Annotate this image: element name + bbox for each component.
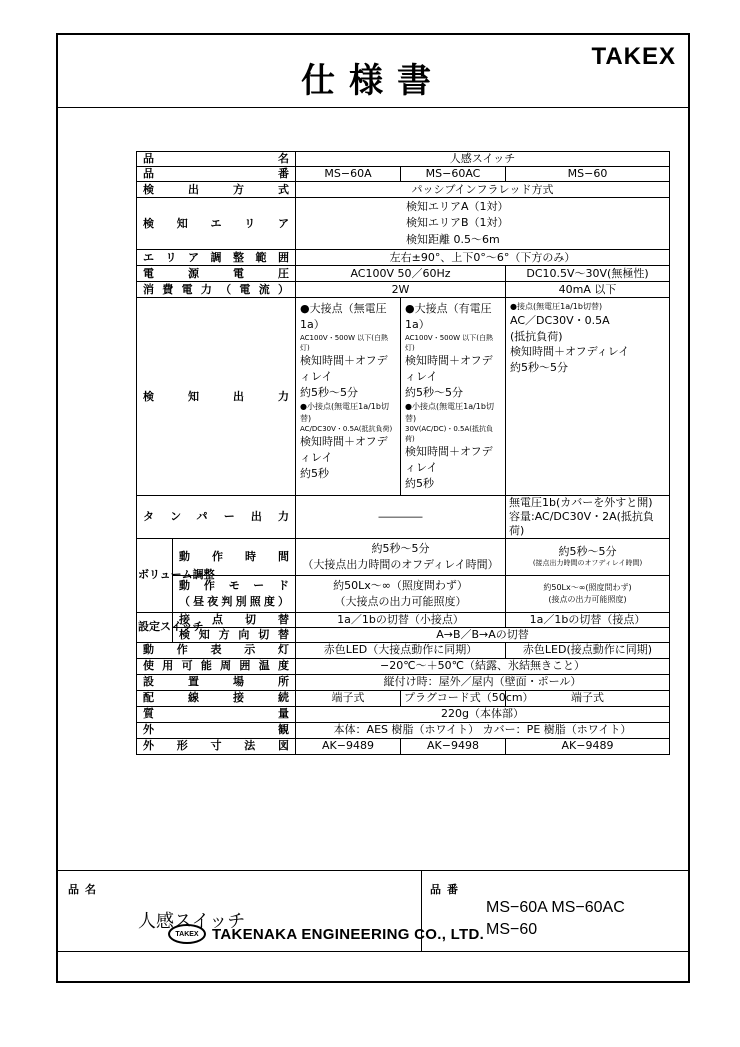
footer-name-value: 人感スイッチ [138, 911, 246, 932]
tamper-dc [506, 496, 670, 538]
label-output: 検知出力 [137, 298, 296, 496]
power-dc: DC10.5V〜30V(無極性) [506, 266, 670, 282]
dimensions-ac: AK−9498 [401, 738, 506, 754]
row-area-adjust [137, 250, 670, 266]
area-line-2: 検知エリアB（1対） [406, 216, 509, 230]
row-op-time [137, 538, 670, 575]
wiring-a: 端子式 [296, 690, 401, 706]
output-b-line: 検知時間＋オフディレイ [510, 345, 630, 359]
label-location: 設置場所 [137, 674, 296, 690]
row-direction-switch [137, 627, 670, 642]
op-mode-label-line: （昼夜判別照度） [179, 594, 289, 608]
group-setting-switch: 設定スイッチ [137, 612, 173, 642]
label-model: 品番 [137, 167, 296, 182]
contact-switch-dc: 1a／1bの切替（接点） [506, 612, 670, 627]
op-mode-label-line: 動作モード [179, 579, 289, 593]
value-direction-switch: A→B／B→Aの切替 [296, 627, 670, 642]
op-time-dc-line: (接点出力時間のオフディレイ時間) [532, 559, 643, 568]
tamper-dc-line: 容量:AC/DC30V・2A(抵抗負荷) [509, 510, 654, 537]
label-power: 電源電圧 [137, 266, 296, 282]
model-ac: MS−60AC [401, 167, 506, 182]
output-a-line: 約5秒 [300, 467, 329, 481]
label-direction-switch: 検知方向切替 [173, 627, 296, 642]
output-ac-line: ●大接点（有電圧1a） [405, 302, 492, 331]
row-product-name [137, 152, 670, 167]
output-ac-line: 検知時間＋オフディレイ [405, 445, 493, 475]
label-detection-area: 検知エリア [137, 198, 296, 250]
wiring-b: 端子式 [506, 690, 670, 706]
value-area-adjust: 左右±90°、上下0°〜6°（下方のみ） [296, 250, 670, 266]
contact-switch-ac: 1a／1bの切替（小接点） [296, 612, 506, 627]
power-ac: AC100V 50／60Hz [296, 266, 506, 282]
label-contact-switch: 接点切替 [173, 612, 296, 627]
output-a-line: ●小接点(無電圧1a/1b切替) [300, 401, 389, 423]
op-mode-dc-line: 約50Lx〜∞(照度問わず) [543, 583, 632, 593]
row-output [137, 298, 670, 496]
value-weight: 220g（本体部） [296, 706, 670, 722]
value-product-name: 人感スイッチ [296, 152, 670, 167]
consumption-ac: 2W [296, 282, 506, 298]
value-detection-method: パッシブインフラレッド方式 [296, 182, 670, 198]
op-time-ac [296, 538, 506, 575]
label-op-mode [173, 575, 296, 612]
op-time-ac-line: （大接点出力時間のオフディレイ時間） [302, 557, 499, 571]
output-a-line: 検知時間＋オフディレイ [300, 354, 388, 384]
op-mode-ac-line: 約50Lx〜∞（照度問わず） [333, 579, 468, 593]
group-volume: ボリューム調整 [137, 538, 173, 612]
row-detection-area [137, 198, 670, 250]
company-name: TAKENAKA ENGINEERING CO., LTD. [212, 925, 485, 943]
output-b-line: 約5秒〜5分 [510, 361, 568, 375]
output-ac-line: 約5秒〜5分 [405, 386, 463, 400]
tamper-dc-line: 無電圧1b(カバーを外すと開) [509, 496, 653, 510]
output-ac-line: AC100V・500W 以下(白熱灯) [405, 333, 493, 353]
model-a: MS−60A [296, 167, 401, 182]
op-time-ac-line: 約5秒〜5分 [371, 542, 430, 556]
row-model [137, 167, 670, 182]
output-a-line: 約5秒〜5分 [300, 386, 358, 400]
label-tamper: タンパー出力 [137, 496, 296, 538]
label-detection-method: 検出方式 [137, 182, 296, 198]
output-b-line: (抵抗負荷) [510, 329, 563, 343]
output-a-line: 検知時間＋オフディレイ [300, 435, 388, 465]
op-time-dc-line: 約5秒〜5分 [558, 544, 617, 558]
row-contact-switch [137, 612, 670, 627]
output-a-line: AC/DC30V・0.5A(抵抗負荷) [300, 425, 393, 434]
label-product-name: 品名 [137, 152, 296, 167]
output-b-line: ●接点(無電圧1a/1b切替) [510, 302, 603, 311]
row-temperature [137, 658, 670, 674]
footer-model-line-2: MS−60 [486, 921, 538, 938]
label-wiring: 配線接続 [137, 690, 296, 706]
row-tamper [137, 496, 670, 538]
takex-oval-mark: TAKEX [168, 924, 206, 944]
output-col-b [506, 298, 670, 496]
value-appearance: 本体：AES 樹脂（ホワイト） カバー：PE 樹脂（ホワイト） [296, 722, 670, 738]
output-a-line: ●大接点（無電圧1a） [300, 302, 387, 331]
footer-name-label: 品名 [68, 883, 102, 896]
wiring-ac: プラグコード式（50cm） [401, 690, 506, 706]
area-line-1: 検知エリアA（1対） [406, 199, 509, 213]
spec-table [136, 151, 670, 755]
output-col-ac [401, 298, 506, 496]
company-logo [168, 921, 484, 947]
row-consumption [137, 282, 670, 298]
model-b: MS−60 [506, 167, 670, 182]
area-line-3: 検知距離 0.5〜6m [406, 232, 500, 246]
label-dimensions: 外形寸法図 [137, 738, 296, 754]
row-indicator [137, 642, 670, 658]
indicator-ac: 赤色LED（大接点動作に同期） [296, 642, 506, 658]
op-mode-ac [296, 575, 506, 612]
output-ac-line: 30V(AC/DC)・0.5A(抵抗負荷) [405, 425, 493, 444]
label-op-time: 動作時間 [173, 538, 296, 575]
footer-model-label: 品番 [430, 883, 464, 896]
op-time-dc [506, 538, 670, 575]
row-location [137, 674, 670, 690]
op-mode-dc [506, 575, 670, 612]
document-title: 仕様書 [301, 61, 445, 101]
value-temperature: −20℃〜＋50℃（結露、氷結無きこと） [296, 658, 670, 674]
value-detection-area [296, 198, 670, 250]
row-weight [137, 706, 670, 722]
row-dimensions [137, 738, 670, 754]
dimensions-b: AK−9489 [506, 738, 670, 754]
output-ac-line: ●小接点(無電圧1a/1b切替) [405, 401, 494, 423]
row-power [137, 266, 670, 282]
row-appearance [137, 722, 670, 738]
output-a-line: AC100V・500W 以下(白熱灯) [300, 333, 388, 353]
dimensions-a: AK−9489 [296, 738, 401, 754]
output-col-a [296, 298, 401, 496]
label-temperature: 使用可能周囲温度 [137, 658, 296, 674]
output-b-line: AC／DC30V・0.5A [510, 313, 610, 327]
label-indicator: 動作表示灯 [137, 642, 296, 658]
value-location: 縦付け時：屋外／屋内（壁面・ポール） [296, 674, 670, 690]
row-detection-method [137, 182, 670, 198]
op-mode-ac-line: （大接点の出力可能照度） [334, 594, 467, 608]
output-ac-line: 検知時間＋オフディレイ [405, 354, 493, 384]
tamper-ac: ―――― [296, 496, 506, 538]
label-consumption: 消費電力（電流） [137, 282, 296, 298]
consumption-dc: 40mA 以下 [506, 282, 670, 298]
row-wiring [137, 690, 670, 706]
label-area-adjust: エリア調整範囲 [137, 250, 296, 266]
indicator-dc: 赤色LED(接点動作に同期) [506, 642, 670, 658]
output-ac-line: 約5秒 [405, 477, 434, 491]
row-op-mode [137, 575, 670, 612]
op-mode-dc-line: (接点の出力可能照度) [548, 594, 627, 604]
label-appearance: 外観 [137, 722, 296, 738]
spec-sheet-frame [56, 33, 690, 983]
header-divider [58, 107, 688, 108]
footer-model-line-1: MS−60A MS−60AC [486, 899, 625, 916]
label-weight: 質量 [137, 706, 296, 722]
brand-logo: TAKEX [591, 43, 676, 70]
